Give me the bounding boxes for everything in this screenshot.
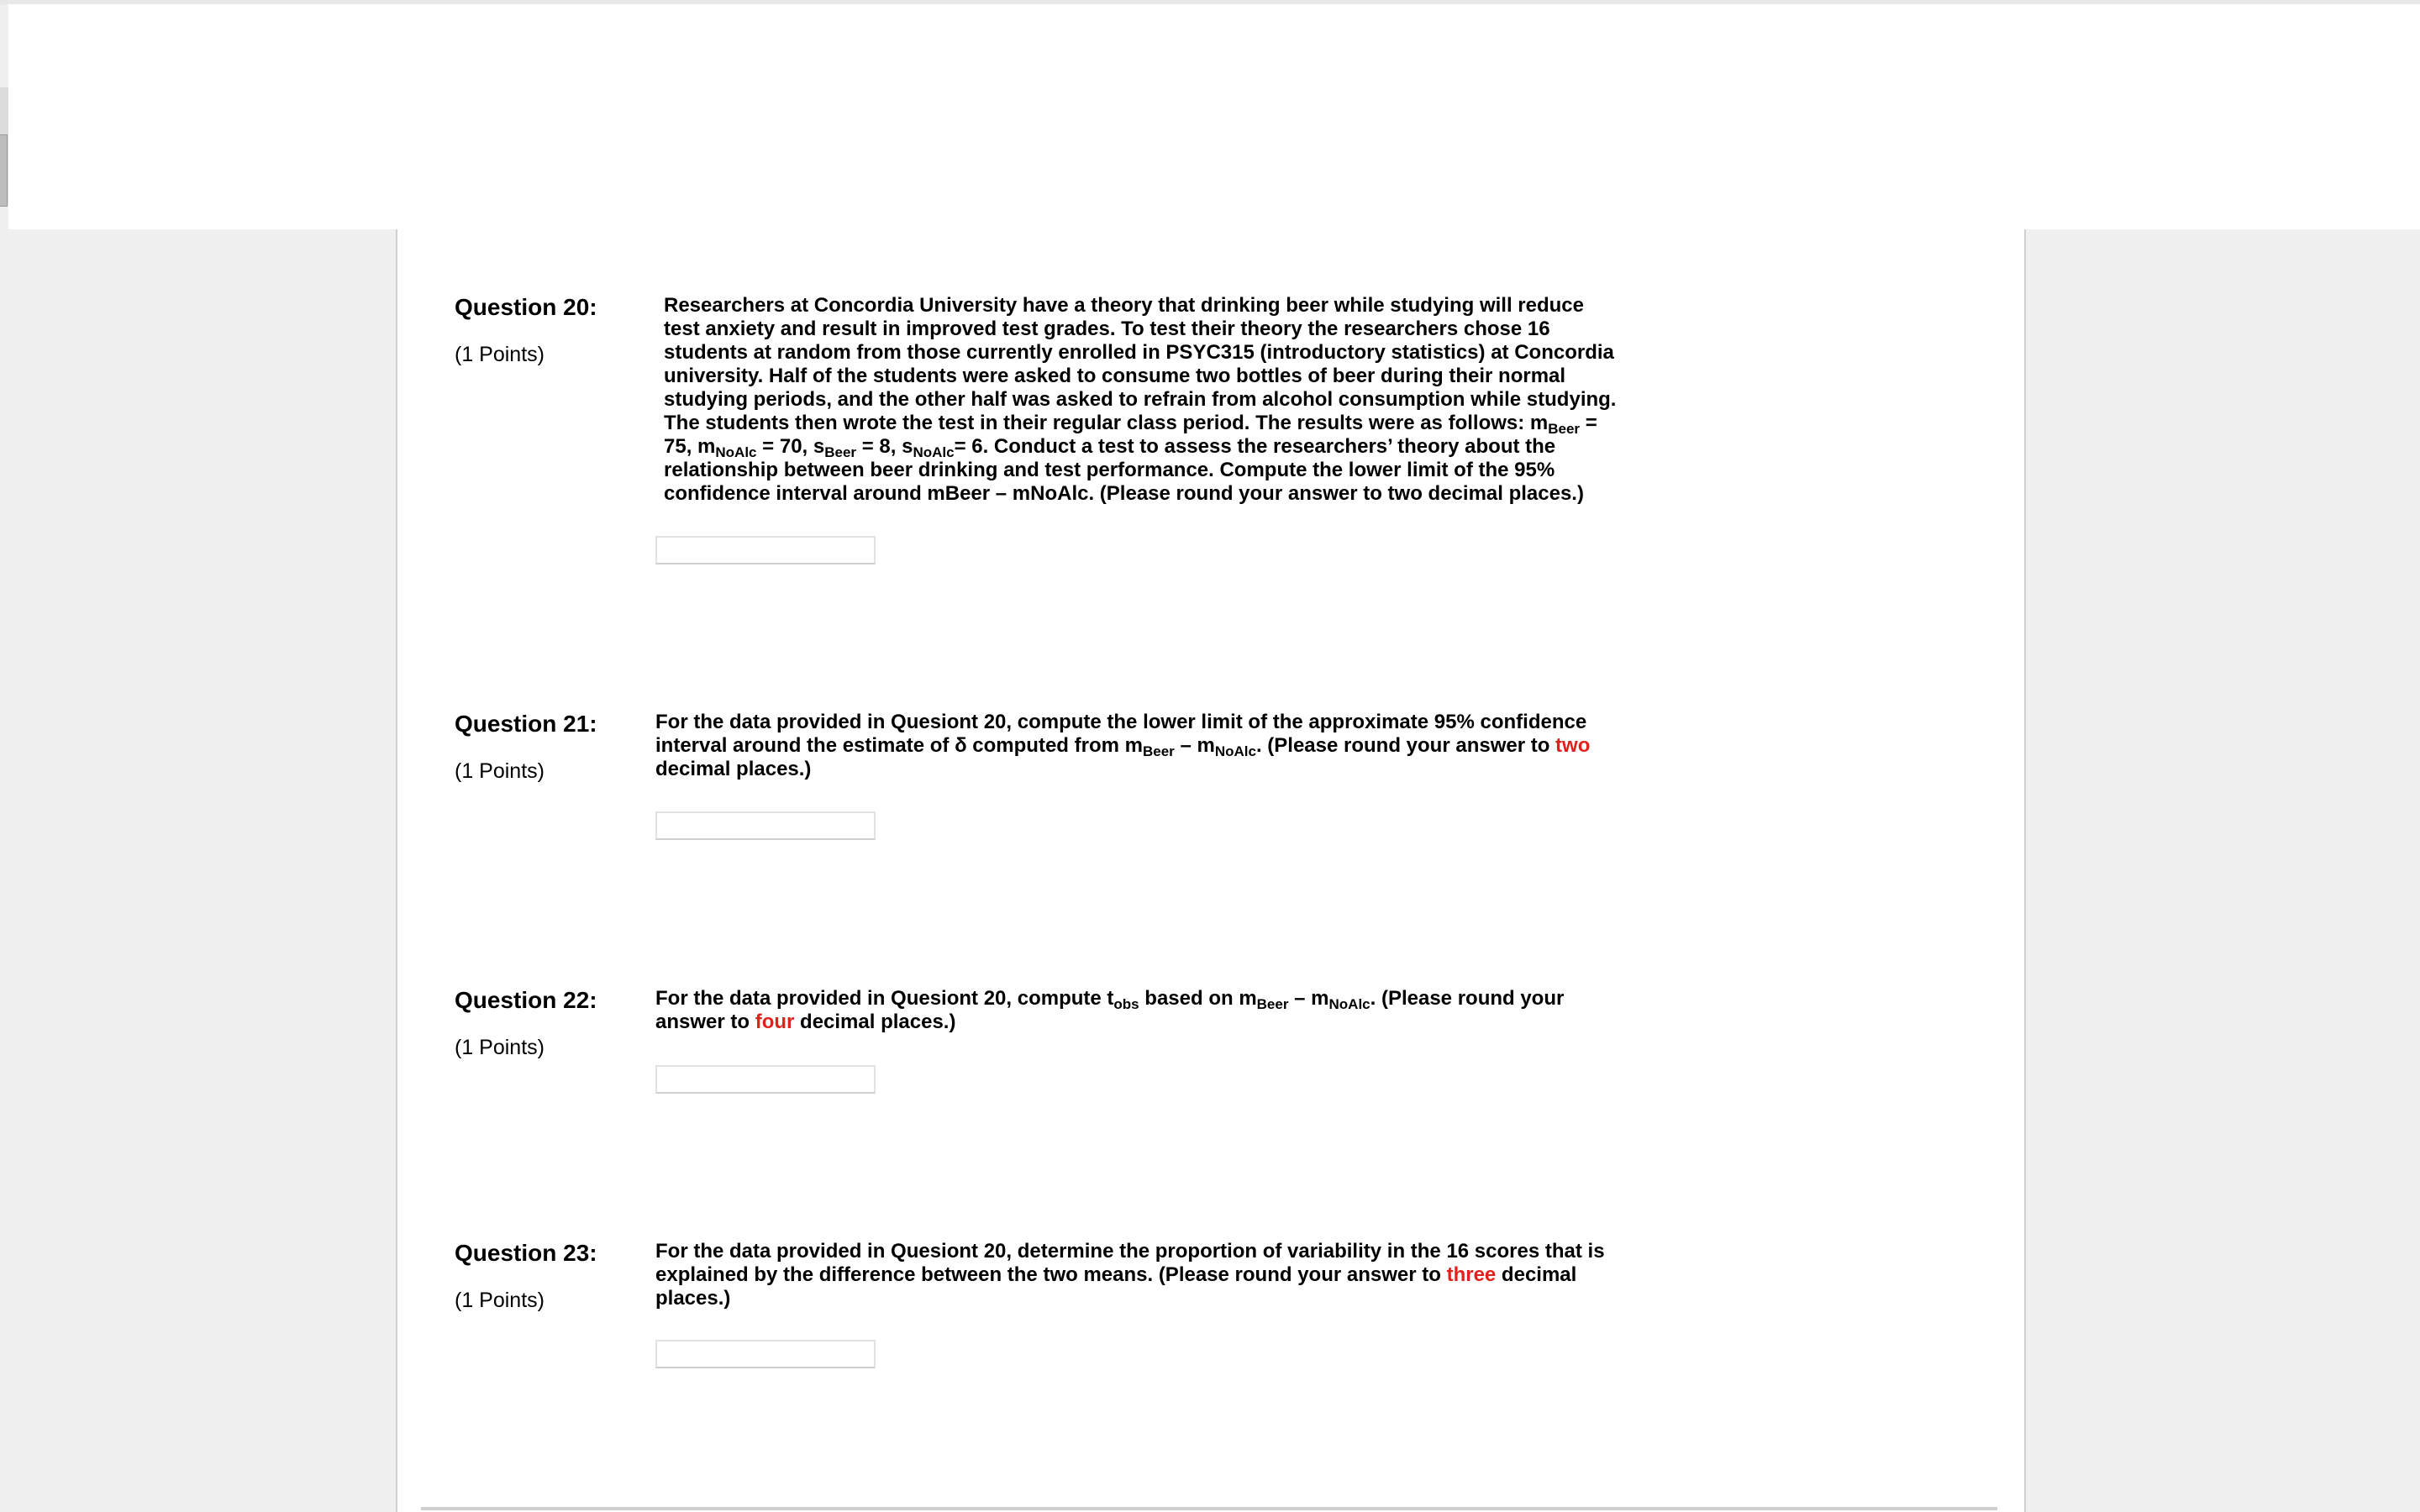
question-text: For the data provided in Quesiont 20, compute $t_{obs}$ based on $m_{Beer} - m_{NoAlc}$. (Please round your answer to four decimal places.) xyxy=(655,987,1565,1033)
question-title: Question 22: xyxy=(455,987,597,1013)
highlight-decimal-count: three xyxy=(1446,1263,1497,1286)
question-points: (1 Points) xyxy=(455,343,544,366)
highlight-decimal-count: four xyxy=(755,1011,795,1033)
question-20 xyxy=(455,294,1631,571)
page-bottom-divider xyxy=(421,1507,1997,1510)
question-points: (1 Points) xyxy=(455,1036,544,1059)
answer-input-q21[interactable] xyxy=(655,811,876,840)
answer-input-q20[interactable] xyxy=(655,536,876,564)
question-title: Question 20: xyxy=(455,294,597,320)
question-text: For the data provided in Quesiont 20, determine the proportion of variability in the 16 scores that is explained by the difference between the two means. (Please round your answer to three decimal places.) xyxy=(655,1240,1605,1310)
answer-input-q23[interactable] xyxy=(655,1340,876,1368)
question-points: (1 Points) xyxy=(455,759,544,783)
left-edge-tab[interactable] xyxy=(0,134,8,207)
question-text: Researchers at Concordia University have a theory that drinking beer while studying will reduce test anxiety and result in improved test grades. To test their theory the researchers chose 16 students at random from those currently enrolled in PSYC315 (introductory statistics) at Concordia university. Half of the students were asked to consume two bottles of beer during their normal studying periods, and the other half was asked to refrain from alcohol consumption while studying. The students then wrote the test in their regular class period. The results were as follows: $m_{Beer} = 75$, $m_{NoAlc} = 70$, $s_{Beer} = 8$, $s_{NoAlc}= 6$. Conduct a test to assess the researchers’ theory about the relationship between beer drinking and test performance. Compute the lower limit of the 95% confidence interval around mBeer – mNoAlc. (Please round your answer to two decimal places.) xyxy=(664,294,1617,505)
question-22 xyxy=(455,987,1631,1105)
question-text: For the data provided in Quesiont 20, compute the lower limit of the approximate 95% confidence interval around the estimate of δ computed from $m_{Beer} - m_{NoAlc}$. (Please round your answer to two decimal places.) xyxy=(655,711,1591,780)
question-title: Question 21: xyxy=(455,711,597,737)
question-23 xyxy=(455,1240,1631,1374)
question-title: Question 23: xyxy=(455,1240,597,1266)
highlight-decimal-count: two xyxy=(1555,734,1591,757)
question-points: (1 Points) xyxy=(455,1289,544,1312)
question-21 xyxy=(455,711,1631,845)
header-overlay xyxy=(8,4,2420,229)
answer-input-q22[interactable] xyxy=(655,1065,876,1094)
